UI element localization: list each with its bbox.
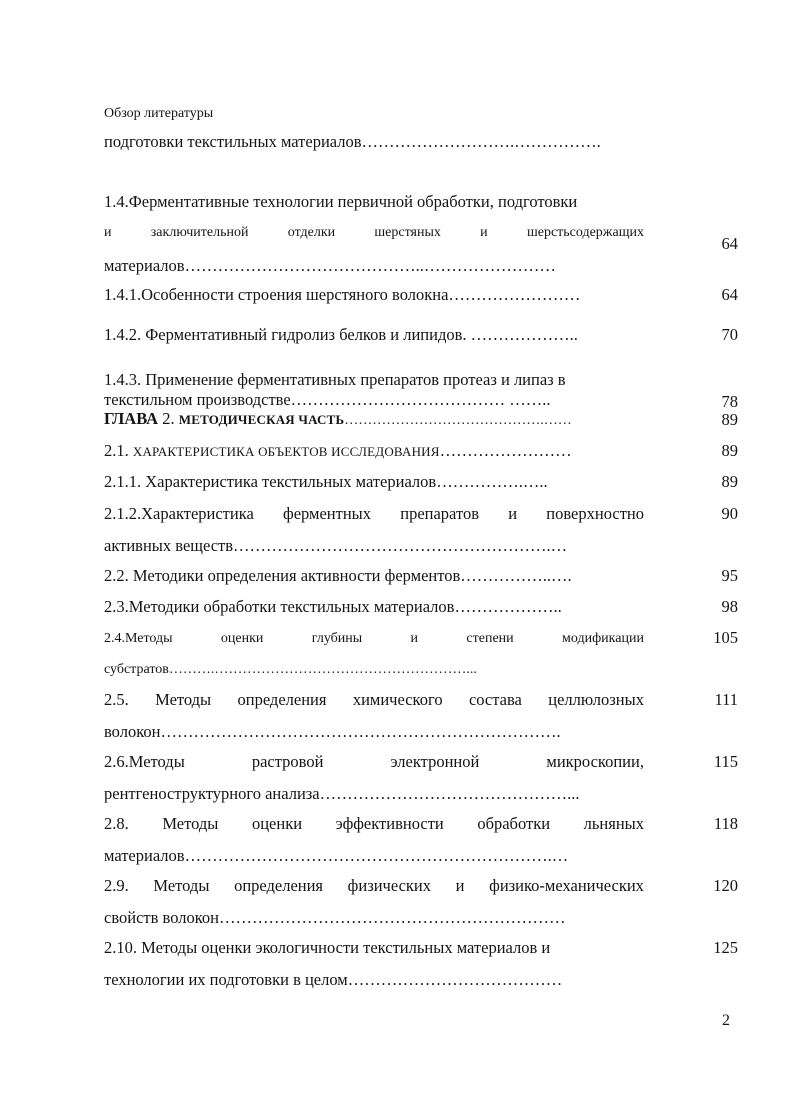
page-number: 2 [722, 1012, 730, 1029]
toc-entry-2-9-line2: свойств волокон……………………………………………………… [104, 908, 566, 927]
toc-entry-1-4-3-line2: текстильном производстве………………………………… …….. [104, 390, 551, 409]
toc-entry-1-4-line2: и заключительной отделки шерстяных и шерстьсодержащих [104, 225, 644, 240]
toc-entry-2-1-2-line2: активных веществ………………………………………………….… [104, 536, 568, 555]
toc-entry-2-1-2-line1: 2.1.2.Характеристика ферментных препаратов и поверхностно [104, 504, 644, 523]
toc-entry-2-10-line2: технологии их подготовки в целом………………………………… [104, 970, 563, 989]
page-ref-1-4: 64 [721, 234, 738, 253]
toc-entry-2-8-line1: 2.8. Методы оценки эффективности обработки льняных [104, 814, 644, 833]
toc-entry-2-10-line1: 2.10. Методы оценки экологичности текстильных материалов и [104, 938, 551, 957]
page-ref-2-4: 105 [713, 628, 738, 647]
toc-entry-2-6-line2: рентгеноструктурного анализа………………………………………... [104, 784, 580, 803]
toc-entry-2-9-line1: 2.9. Методы определения физических и физико-механических [104, 876, 644, 895]
page-ref-2-10: 125 [713, 938, 738, 957]
toc-entry-2-6-line1: 2.6.Методы растровой электронной микроскопии, [104, 752, 644, 771]
toc-entry-2-5-line2: волокон………………………………………………………………. [104, 722, 561, 741]
page-ref-2-6: 115 [713, 752, 738, 771]
toc-entry-2-5-line1: 2.5. Методы определения химического состава целлюлозных [104, 690, 644, 709]
page-ref-2-1-1: 89 [721, 472, 738, 491]
toc-entry-2-4-line1: 2.4.Методы оценки глубины и степени модификации [104, 631, 644, 646]
page-ref-2-1-2: 90 [721, 504, 738, 523]
page-ref-chapter-2: 89 [721, 410, 738, 429]
toc-entry-2-4-line2: субстратов……….………………………………………………... [104, 662, 477, 677]
toc-line-continued: подготовки текстильных материалов……………………….……………. [104, 132, 601, 151]
toc-entry-2-8-line2: материалов………………………………………………………….… [104, 846, 569, 865]
toc-entry-1-4-2: 1.4.2. Ферментативный гидролиз белков и липидов. ……………….. [104, 325, 578, 344]
toc-entry-2-3: 2.3.Методики обработки текстильных материалов……………….. [104, 597, 562, 616]
page-ref-2-8: 118 [713, 814, 738, 833]
toc-entry-1-4-1: 1.4.1.Особенности строения шерстяного волокна…………………… [104, 285, 581, 304]
toc-entry-1-4-line1: 1.4.Ферментативные технологии первичной обработки, подготовки [104, 192, 578, 211]
page-ref-2-5: 111 [714, 690, 738, 709]
toc-entry-1-4-line3: материалов……………………………………..…………………… [104, 256, 556, 275]
page-ref-1-4-3: 78 [721, 392, 738, 411]
toc-entry-2-1: 2.1. ХАРАКТЕРИСТИКА ОБЪЕКТОВ ИССЛЕДОВАНИЯ…………………… [104, 441, 572, 460]
toc-chapter-2: ГЛАВА 2. МЕТОДИЧЕСКАЯ ЧАСТЬ…………………………………….…… [104, 409, 572, 428]
page-ref-1-4-2: 70 [721, 325, 738, 344]
page-ref-2-9: 120 [713, 876, 738, 895]
page-ref-2-1: 89 [721, 441, 738, 460]
page-ref-1-4-1: 64 [721, 285, 738, 304]
toc-entry-1-4-3-line1: 1.4.3. Применение ферментативных препаратов протеаз и липаз в [104, 370, 566, 389]
page-ref-2-3: 98 [721, 597, 738, 616]
toc-entry-2-1-1: 2.1.1. Характеристика текстильных материалов…………….….. [104, 472, 548, 491]
page-ref-2-2: 95 [721, 566, 738, 585]
section-header: Обзор литературы [104, 106, 214, 121]
toc-entry-2-2: 2.2. Методики определения активности ферментов……………..…. [104, 566, 572, 585]
